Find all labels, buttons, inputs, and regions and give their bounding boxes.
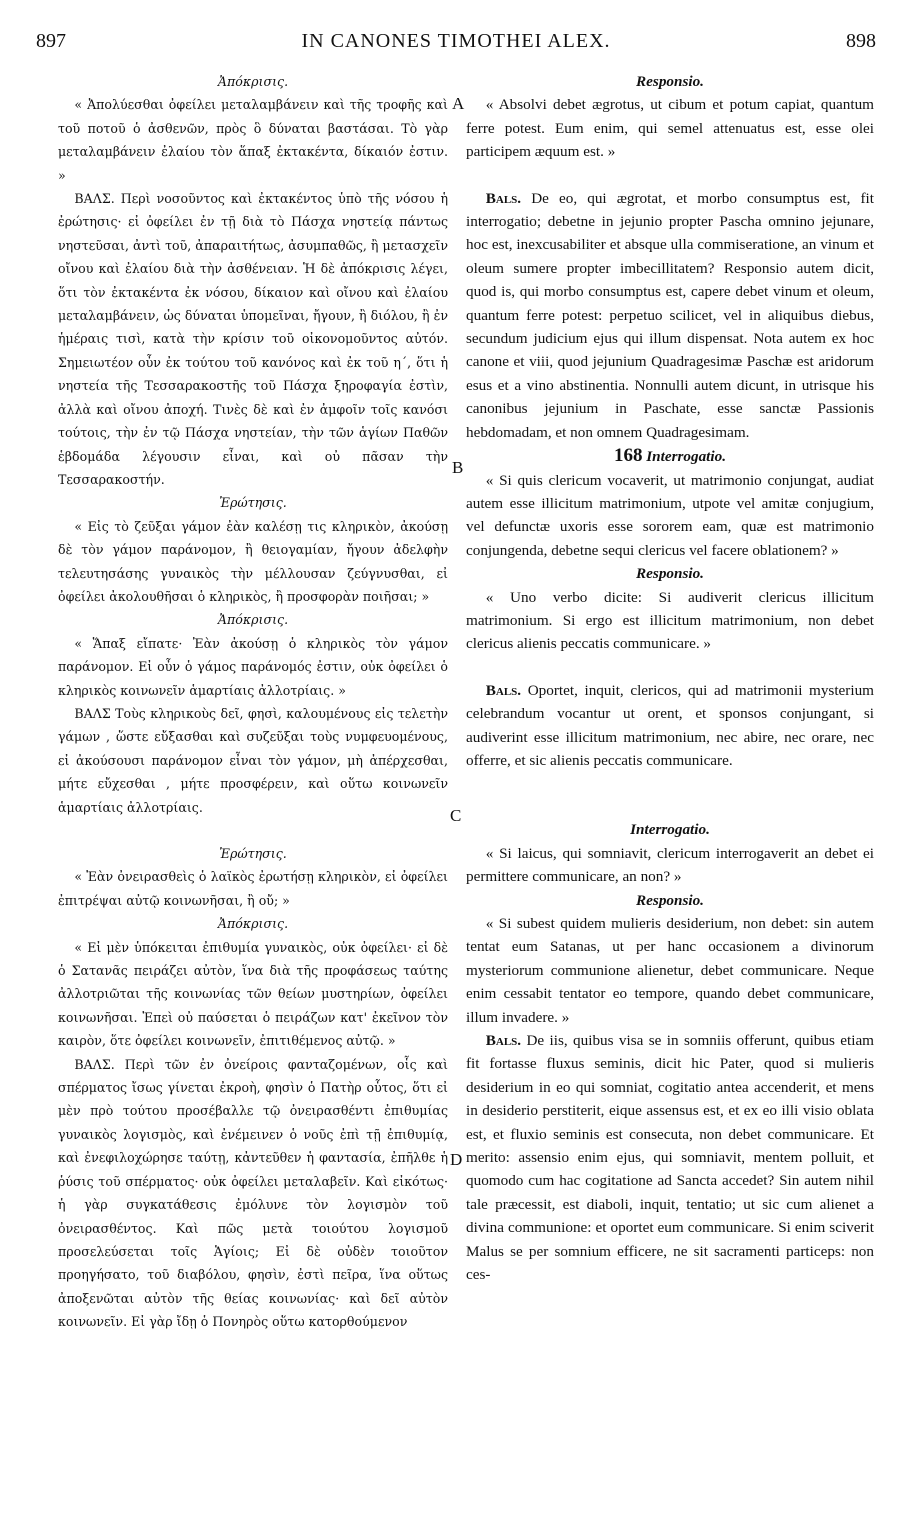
margin-letter-a: A bbox=[452, 94, 465, 113]
greek-heading-responsio: Ἀπόκρισις. bbox=[217, 74, 289, 89]
margin-letter-c: C bbox=[450, 806, 462, 825]
greek-commentary: ΒΑΛΣ Τοὺς κληρικοὺς δεῖ, φησὶ, καλουμένους εἰς τελετὴν γάμων , ὥστε εὔξασθαι καὶ συζεῦξαι τοὺς νυμφευομένους, εἰ ἀκούσουσι παράνομον εἶναι τὸν γάμον, μὴ ἀπέρχεσθαι, μήτε εὔχεσθαι , μήτε προσφέρειν, καὶ οὕτω κοινωνεῖν ἁμαρτίαις ἀλλοτρίαις. bbox=[58, 705, 448, 815]
latin-paragraph: « Si quis clericum vocaverit, ut matrimonio conjungat, audiat autem esse illicitum matrimonium, utpote vel amitæ conjugium, vel defunctæ uxoris esse sororem eam, quæ est matrimonio conjungenda, debetne sequi clericus vel facere oblationem? » bbox=[466, 471, 874, 559]
margin-letter-d: D bbox=[450, 1150, 463, 1169]
latin-column bbox=[466, 70, 874, 1287]
greek-heading-responsio: Ἀπόκρισις. bbox=[217, 916, 289, 932]
greek-heading-interrogatio: Ἐρώτησις. bbox=[219, 846, 287, 861]
greek-commentary: ΒΑΛΣ. Περὶ νοσοῦντος καὶ ἐκτακέντος ὑπὸ τῆς νόσου ἡ ἐρώτησις· εἰ ὀφείλει ἐν τῇ διὰ τὸ Πάσχα νηστείᾳ πάντως νηστεῦσαι, ἀντὶ τοῦ, ἀπαραιτήτως, ἀσυμπαθῶς, ἢ μετασχεῖν οἴνου καὶ ἐλαίου διὰ τὴν ἀσθένειαν. Ἡ δὲ ἀπόκρισις λέγει, ὅτι τὸν ἐκτακέντα ἐκ νόσου, δίκαιον καὶ οἴνου καὶ ἐλαίου μεταλαμβάνειν, ὡς δύναται ὑπομεῖναι, ἤγουν, ἢ διόλου, ἢ ἐν ἡμέραις τισὶ, κατὰ τὴν κρίσιν τοῦ οἰκονομοῦντος αὐτόν. Σημειωτέον οὖν ἐκ τούτου τοῦ κανόνος καὶ ἐκ τοῦ η΄, ὅτι ἡ νηστεία τῆς Τεσσαρακοστῆς τοῦ Πάσχα ξηροφαγία ἐστὶν, ἀλλὰ καὶ οἴνου ἀποχή. Τινὲς δὲ καὶ ἐν ἀμφοῖν τοῖς κανόσι τούτοις, τὴν ἐν τῷ Πάσχα νηστείαν, τὴν τῶν ἁγίων Παθῶν ἑβδομάδα λέγουσιν εἶναι, καὶ οὐ πᾶσαν τὴν Τεσσαρακοστήν. bbox=[58, 191, 448, 487]
greek-commentary: ΒΑΛΣ. Περὶ τῶν ἐν ὀνείροις φανταζομένων, οἷς καὶ σπέρματος ἴσως γίνεται ἐκροὴ, φησὶν ὁ Πατὴρ οὗτος, ὅτι εἰ μὲν πρὸ τούτου προσέβαλλε τῷ ὀνειρασθέντι ἐπιθυμίας γυναικὸς λογισμὸς, καὶ ἐνέμεινεν ὁ νοῦς ἐπὶ τῇ ἐπιθυμίᾳ, καὶ ἐνεφιλοχώρησε ταύτῃ, κἀντεῦθεν ἡ φαντασία, ἐπῆλθε ἡ ῥύσις τοῦ σπέρματος· οὐκ ὀφείλει μεταλαβεῖν. Καὶ εἰκότως· ἡ γὰρ συγκατάθεσις ἐμόλυνε τὸν λογισμὸν τοῦ ὀνειρασθέντος. Καὶ πῶς μετὰ τοιούτου λογισμοῦ προσελεύσεται τοῖς Ἁγίοις; Εἰ δὲ οὐδὲν τοιοῦτον προηγήσατο, τοῦ διαβόλου, φησὶν, ἐστὶ πεῖρα, ἵνα οὕτως ἀποξενῶται αὐτὸν τῆς θείας κοινωνίας· καὶ δεῖ αὐτὸν κοινωνεῖν. Εἰ γὰρ ἴδῃ ὁ Πονηρὸς οὕτω κατορθούμενον bbox=[58, 1056, 448, 1330]
latin-heading-interrogatio bbox=[466, 444, 874, 468]
greek-heading-responsio: Ἀπόκρισις. bbox=[217, 612, 289, 628]
latin-paragraph: « Absolvi debet ægrotus, ut cibum et potum capiat, quantum ferre potest. Eum enim, qui semel attenuatus est, esse olei participem æquum est. » bbox=[466, 96, 874, 161]
latin-commentary bbox=[466, 187, 874, 444]
latin-paragraph: « Si subest quidem mulieris desiderium, non debet: sin autem tentat eum Satanas, ut per hanc occasionem a divinorum mysteriorum communione alienetur, debet communicare. Neque enim cessabit tentator eo tempore, quando debet communicare, illum invadere. » bbox=[466, 915, 874, 1026]
greek-paragraph: « Εἰς τὸ ζεῦξαι γάμον ἐὰν καλέσῃ τις κληρικὸν, ἀκούσῃ δὲ τὸν γάμον παράνομον, ἢ θειογαμίαν, ἤγουν ἀδελφὴν τελευτησάσης γυναικὸς τὴν μέλλουσαν ζεύγνυσθαι, εἰ ὀφείλει ἀκολουθῆσαι ὁ κληρικὸς, ἢ προσφορὰν ποιῆσαι; » bbox=[58, 518, 448, 604]
bals-abbreviation: Bals. bbox=[485, 1032, 522, 1050]
page-header bbox=[36, 28, 876, 62]
latin-commentary-text: Oportet, inquit, clericos, qui ad matrimonii mysterium celebrandum vocantur ut orent, et sponsos conjungant, si audiverint esse illicitum matrimonium, nec abire, nec orare, nec offerre, et sic alienis peccatis communicare. bbox=[466, 681, 874, 769]
latin-commentary bbox=[466, 679, 874, 773]
left-page-number: 897 bbox=[36, 30, 66, 52]
greek-paragraph: « Ἐὰν ὀνειρασθεὶς ὁ λαϊκὸς ἐρωτήσῃ κληρικὸν, εἰ ὀφείλει ἐπιτρέψαι αὐτῷ κοινωνῆσαι, ἢ οὔ; » bbox=[58, 869, 448, 908]
latin-commentary bbox=[466, 1029, 874, 1286]
latin-heading-responsio: Responsio. bbox=[636, 73, 704, 90]
right-page-number: 898 bbox=[846, 30, 876, 52]
latin-heading-responsio: Responsio. bbox=[636, 565, 704, 583]
latin-heading-responsio: Responsio. bbox=[636, 891, 704, 909]
latin-heading-text: Interrogatio. bbox=[646, 448, 727, 466]
canon-number: 168 bbox=[613, 445, 643, 467]
latin-commentary-text: De iis, quibus visa se in somniis offerunt, quibus etiam fit fortasse fluxus seminis, dicit hic Pater, quod si mulieris desiderium in eo qui somniat, cogitatio antea accenderit, et mens in desiderio perstiterit, eique assensus est, et ex eo illi visio oblata est, et fluxio seminis est consecuta, non debet communicare. Et merito: assensio enim ejus, qui somniavit, mentem polluit, et quomodo cum hac cogitatione ad Sancta accedet? Sin autem nihil tale præcessit, est diaboli, inquit, tentatio; ut sic cum alienet a divina communione: et oportet eum communicare. Si enim sciverit Malus se per somnium efficere, ne sit sacramenti particeps: non ces- bbox=[466, 1032, 874, 1284]
bals-abbreviation: Bals. bbox=[485, 189, 522, 207]
latin-commentary-text: De eo, qui ægrotat, et morbo consumptus est, fit interrogatio; debetne in jejunio propter Pascha omnino jejunare, hoc est, inexcusabiliter et absque ulla commiseratione, an vinum et oleum sumere propter imbecillitatem? Responsio autem dicit, quod is, qui morbo consumptus est, capere debet vinum et oleum, quantum ferre potest: perpetuo scilicet, vel in aliquibus diebus, secundum judicium ejus qui illum dispensat. Nota autem ex hoc canone et viii, quod jejunium Quadragesimæ Paschæ est aridorum esus et a vino abstinentia. Nonnulli autem dicunt, in utrisque his canonibus jejunium in Paschate, esse sanctæ Passionis hebdomadam, et non omnem Quadragesimam. bbox=[466, 189, 874, 441]
margin-letter-b: B bbox=[452, 458, 464, 477]
greek-paragraph: « Ἅπαξ εἴπατε· Ἐὰν ἀκούσῃ ὁ κληρικὸς τὸν γάμον παράνομον. Εἰ οὖν ὁ γάμος παράνομός ἐστιν, οὐκ ὀφείλει ὁ κληρικὸς κοινωνεῖν ἁμαρτίαις ἀλλοτρίαις. » bbox=[58, 635, 448, 698]
greek-paragraph: « Ἀπολύεσθαι ὀφείλει μεταλαμβάνειν καὶ τῆς τροφῆς καὶ τοῦ ποτοῦ ὁ ἀσθενῶν, πρὸς ὃ δύναται βαστάσαι. Τὸ γὰρ μεταλαμβάνειν ἐλαίου τὸν ἅπαξ ἐκτακέντα, δίκαιόν ἐστιν. » bbox=[58, 97, 448, 183]
greek-paragraph: « Εἰ μὲν ὑπόκειται ἐπιθυμία γυναικὸς, οὐκ ὀφείλει· εἰ δὲ ὁ Σατανᾶς πειράζει αὐτὸν, ἵνα διὰ τῆς προφάσεως ταύτης ἀλλοτριῶται τῆς κοινωνίας τῶν θείων μυστηρίων, ὀφείλει κοινωνῆσαι. Ἐπεὶ οὐ παύσεται ὁ πειράζων κατ' ἐκεῖνον τὸν καιρὸν, ὅτε ὀφείλει κοινωνεῖν, ἐπιτιθέμενος αὐτῷ. » bbox=[58, 939, 448, 1049]
latin-paragraph: « Uno verbo dicite: Si audiverit clericus illicitum matrimonium. Si ergo est illicitum matrimonium, non debet clericus alienis peccatis communicare. » bbox=[466, 588, 874, 653]
latin-heading-interrogatio: Interrogatio. bbox=[630, 821, 710, 839]
bals-abbreviation: Bals. bbox=[485, 681, 522, 699]
running-title: IN CANONES TIMOTHEI ALEX. bbox=[301, 30, 611, 52]
latin-paragraph: « Si laicus, qui somniavit, clericum interrogaverit an debet ei permittere communicare, an non? » bbox=[466, 844, 874, 886]
greek-column bbox=[58, 70, 448, 1334]
greek-heading-interrogatio: Ἐρώτησις. bbox=[219, 495, 287, 511]
